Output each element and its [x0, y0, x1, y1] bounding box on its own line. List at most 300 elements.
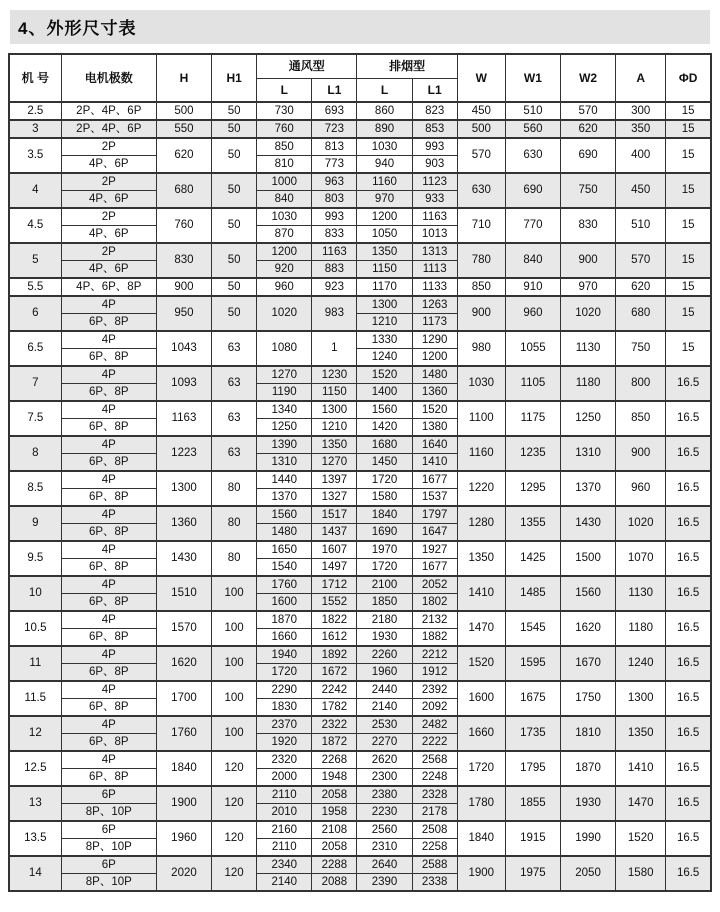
cell-w2: 1810 — [561, 716, 616, 751]
cell-w: 1350 — [457, 541, 505, 576]
table-row — [9, 208, 711, 226]
cell-vent-l: 1540 — [257, 559, 312, 577]
cell-w: 1840 — [457, 821, 505, 856]
cell-vent-l1: 1822 — [312, 611, 357, 629]
table-row — [9, 716, 711, 734]
table-row — [9, 120, 711, 138]
cell-machine-no: 4.5 — [9, 208, 61, 243]
cell-h: 900 — [156, 278, 211, 296]
cell-w: 1410 — [457, 576, 505, 611]
cell-smoke-l: 1170 — [357, 278, 412, 296]
table-row — [9, 506, 711, 524]
cell-smoke-l: 2270 — [357, 734, 412, 752]
cell-phi-d: 16.5 — [666, 541, 711, 576]
cell-smoke-l: 2390 — [357, 874, 412, 892]
cell-a: 1070 — [616, 541, 666, 576]
cell-machine-no: 9.5 — [9, 541, 61, 576]
cell-vent-l: 2140 — [257, 874, 312, 892]
dimension-table-header — [9, 54, 711, 102]
cell-vent-l: 1200 — [257, 243, 312, 261]
cell-motor-poles: 6P、8P — [61, 419, 156, 437]
cell-smoke-l1: 2092 — [412, 699, 457, 717]
cell-smoke-l1: 1537 — [412, 489, 457, 507]
cell-w: 900 — [457, 296, 505, 331]
cell-motor-poles: 6P — [61, 786, 156, 804]
cell-a: 680 — [616, 296, 666, 331]
cell-vent-l: 1270 — [257, 366, 312, 384]
cell-vent-l: 1020 — [257, 296, 312, 331]
cell-vent-l: 1390 — [257, 436, 312, 454]
cell-smoke-l1: 2222 — [412, 734, 457, 752]
cell-vent-l: 2160 — [257, 821, 312, 839]
cell-smoke-l1: 1360 — [412, 384, 457, 402]
cell-h: 1620 — [156, 646, 211, 681]
cell-smoke-l1: 1882 — [412, 629, 457, 647]
cell-vent-l1: 1210 — [312, 419, 357, 437]
cell-machine-no: 10 — [9, 576, 61, 611]
cell-motor-poles: 6P、8P — [61, 524, 156, 542]
table-row — [9, 331, 711, 349]
cell-vent-l: 960 — [257, 278, 312, 296]
cell-w1: 960 — [505, 296, 560, 331]
cell-machine-no: 13.5 — [9, 821, 61, 856]
cell-a: 570 — [616, 243, 666, 278]
cell-a: 960 — [616, 471, 666, 506]
cell-w2: 1670 — [561, 646, 616, 681]
table-row — [9, 243, 711, 261]
cell-smoke-l1: 853 — [412, 120, 457, 138]
cell-machine-no: 14 — [9, 856, 61, 891]
cell-w1: 1175 — [505, 401, 560, 436]
cell-smoke-l1: 1912 — [412, 664, 457, 682]
cell-smoke-l: 1520 — [357, 366, 412, 384]
cell-w1: 560 — [505, 120, 560, 138]
cell-vent-l1: 723 — [312, 120, 357, 138]
cell-vent-l: 1080 — [257, 331, 312, 366]
header-h1: H1 — [212, 54, 257, 102]
cell-h: 2020 — [156, 856, 211, 891]
cell-phi-d: 15 — [666, 138, 711, 173]
cell-vent-l: 1440 — [257, 471, 312, 489]
cell-motor-poles: 2P、4P、6P — [61, 120, 156, 138]
cell-motor-poles: 6P、8P — [61, 734, 156, 752]
cell-h1: 50 — [212, 296, 257, 331]
cell-smoke-l: 1930 — [357, 629, 412, 647]
cell-w: 1600 — [457, 681, 505, 716]
cell-motor-poles: 4P — [61, 296, 156, 314]
cell-h: 1430 — [156, 541, 211, 576]
cell-vent-l: 840 — [257, 191, 312, 209]
cell-smoke-l: 1690 — [357, 524, 412, 542]
cell-w2: 620 — [561, 120, 616, 138]
cell-w: 450 — [457, 102, 505, 120]
cell-smoke-l: 1960 — [357, 664, 412, 682]
table-row — [9, 471, 711, 489]
cell-a: 1130 — [616, 576, 666, 611]
cell-vent-l: 1940 — [257, 646, 312, 664]
cell-h1: 120 — [212, 856, 257, 891]
cell-motor-poles: 4P — [61, 681, 156, 699]
cell-vent-l1: 2322 — [312, 716, 357, 734]
cell-w1: 1105 — [505, 366, 560, 401]
cell-machine-no: 11 — [9, 646, 61, 681]
cell-w2: 1930 — [561, 786, 616, 821]
cell-w1: 770 — [505, 208, 560, 243]
cell-machine-no: 6.5 — [9, 331, 61, 366]
header-smoke-l: L — [357, 79, 412, 103]
cell-vent-l1: 1672 — [312, 664, 357, 682]
header-ventilation-type: 通风型 — [257, 54, 357, 79]
cell-w1: 1595 — [505, 646, 560, 681]
cell-h1: 63 — [212, 436, 257, 471]
section-title: 4、外形尺寸表 — [18, 19, 137, 38]
cell-smoke-l1: 1797 — [412, 506, 457, 524]
header-w: W — [457, 54, 505, 102]
cell-smoke-l: 1330 — [357, 331, 412, 349]
cell-w: 1280 — [457, 506, 505, 541]
cell-h: 830 — [156, 243, 211, 278]
cell-w: 570 — [457, 138, 505, 173]
cell-vent-l1: 1 — [312, 331, 357, 366]
cell-vent-l: 1720 — [257, 664, 312, 682]
cell-w1: 1425 — [505, 541, 560, 576]
cell-w2: 1500 — [561, 541, 616, 576]
cell-w1: 1855 — [505, 786, 560, 821]
cell-vent-l1: 803 — [312, 191, 357, 209]
cell-vent-l1: 1892 — [312, 646, 357, 664]
cell-w2: 1130 — [561, 331, 616, 366]
cell-w2: 1430 — [561, 506, 616, 541]
cell-smoke-l: 1150 — [357, 261, 412, 279]
table-row — [9, 786, 711, 804]
cell-w: 500 — [457, 120, 505, 138]
cell-h1: 120 — [212, 786, 257, 821]
cell-w: 980 — [457, 331, 505, 366]
cell-motor-poles: 4P、6P — [61, 261, 156, 279]
cell-h1: 50 — [212, 278, 257, 296]
header-machine-no: 机 号 — [9, 54, 61, 102]
cell-machine-no: 12.5 — [9, 751, 61, 786]
cell-h1: 50 — [212, 102, 257, 120]
cell-smoke-l: 1160 — [357, 173, 412, 191]
cell-h: 1960 — [156, 821, 211, 856]
cell-vent-l: 2010 — [257, 804, 312, 822]
table-row — [9, 296, 711, 314]
header-w2: W2 — [561, 54, 616, 102]
cell-smoke-l: 860 — [357, 102, 412, 120]
cell-smoke-l: 1970 — [357, 541, 412, 559]
cell-vent-l1: 1270 — [312, 454, 357, 472]
cell-vent-l1: 813 — [312, 138, 357, 156]
cell-vent-l1: 2288 — [312, 856, 357, 874]
cell-w2: 1370 — [561, 471, 616, 506]
cell-motor-poles: 6P、8P — [61, 489, 156, 507]
cell-smoke-l: 970 — [357, 191, 412, 209]
cell-h1: 50 — [212, 243, 257, 278]
cell-motor-poles: 4P — [61, 436, 156, 454]
cell-vent-l: 730 — [257, 102, 312, 120]
cell-vent-l1: 883 — [312, 261, 357, 279]
cell-h1: 120 — [212, 751, 257, 786]
cell-vent-l: 1190 — [257, 384, 312, 402]
cell-h: 1300 — [156, 471, 211, 506]
cell-vent-l: 1600 — [257, 594, 312, 612]
cell-smoke-l: 2100 — [357, 576, 412, 594]
cell-motor-poles: 8P、10P — [61, 874, 156, 892]
cell-smoke-l: 1850 — [357, 594, 412, 612]
cell-vent-l: 2290 — [257, 681, 312, 699]
cell-vent-l: 870 — [257, 226, 312, 244]
cell-motor-poles: 4P、6P — [61, 191, 156, 209]
header-smoke-type: 排烟型 — [357, 54, 457, 79]
cell-machine-no: 5 — [9, 243, 61, 278]
cell-vent-l: 760 — [257, 120, 312, 138]
cell-smoke-l1: 1647 — [412, 524, 457, 542]
cell-motor-poles: 6P、8P — [61, 454, 156, 472]
cell-motor-poles: 6P、8P — [61, 559, 156, 577]
cell-machine-no: 13 — [9, 786, 61, 821]
cell-vent-l: 1660 — [257, 629, 312, 647]
cell-h1: 80 — [212, 541, 257, 576]
cell-smoke-l: 1200 — [357, 208, 412, 226]
cell-smoke-l1: 1163 — [412, 208, 457, 226]
cell-vent-l1: 1300 — [312, 401, 357, 419]
cell-smoke-l: 2530 — [357, 716, 412, 734]
cell-motor-poles: 6P、8P — [61, 769, 156, 787]
cell-w1: 1975 — [505, 856, 560, 891]
cell-w1: 1055 — [505, 331, 560, 366]
cell-h1: 120 — [212, 821, 257, 856]
cell-motor-poles: 2P、4P、6P — [61, 102, 156, 120]
cell-h: 950 — [156, 296, 211, 331]
cell-w1: 1485 — [505, 576, 560, 611]
cell-motor-poles: 6P、8P — [61, 664, 156, 682]
cell-h: 620 — [156, 138, 211, 173]
cell-motor-poles: 4P、6P、8P — [61, 278, 156, 296]
cell-w: 1780 — [457, 786, 505, 821]
table-row — [9, 173, 711, 191]
cell-h1: 50 — [212, 208, 257, 243]
cell-vent-l1: 1948 — [312, 769, 357, 787]
cell-phi-d: 16.5 — [666, 401, 711, 436]
cell-a: 1520 — [616, 821, 666, 856]
cell-h1: 50 — [212, 138, 257, 173]
header-motor-poles: 电机极数 — [61, 54, 156, 102]
cell-h: 550 — [156, 120, 211, 138]
cell-motor-poles: 2P — [61, 243, 156, 261]
table-row — [9, 401, 711, 419]
cell-motor-poles: 6P、8P — [61, 349, 156, 367]
cell-smoke-l: 2230 — [357, 804, 412, 822]
cell-vent-l: 1650 — [257, 541, 312, 559]
cell-vent-l: 2000 — [257, 769, 312, 787]
cell-h1: 80 — [212, 471, 257, 506]
cell-vent-l1: 923 — [312, 278, 357, 296]
cell-w2: 1620 — [561, 611, 616, 646]
cell-smoke-l: 1450 — [357, 454, 412, 472]
cell-smoke-l1: 2178 — [412, 804, 457, 822]
cell-smoke-l1: 1013 — [412, 226, 457, 244]
cell-machine-no: 11.5 — [9, 681, 61, 716]
cell-smoke-l1: 1677 — [412, 471, 457, 489]
cell-smoke-l1: 933 — [412, 191, 457, 209]
cell-a: 300 — [616, 102, 666, 120]
cell-machine-no: 8.5 — [9, 471, 61, 506]
cell-phi-d: 16.5 — [666, 576, 711, 611]
cell-motor-poles: 2P — [61, 138, 156, 156]
cell-smoke-l1: 1802 — [412, 594, 457, 612]
cell-vent-l: 1920 — [257, 734, 312, 752]
cell-a: 1470 — [616, 786, 666, 821]
cell-machine-no: 4 — [9, 173, 61, 208]
cell-smoke-l: 2310 — [357, 839, 412, 857]
table-row — [9, 751, 711, 769]
cell-smoke-l: 2620 — [357, 751, 412, 769]
cell-motor-poles: 6P — [61, 856, 156, 874]
cell-smoke-l1: 1173 — [412, 314, 457, 332]
table-row — [9, 611, 711, 629]
cell-h: 1360 — [156, 506, 211, 541]
cell-vent-l: 1250 — [257, 419, 312, 437]
cell-motor-poles: 2P — [61, 208, 156, 226]
cell-w: 1660 — [457, 716, 505, 751]
cell-vent-l1: 773 — [312, 156, 357, 174]
cell-vent-l1: 1437 — [312, 524, 357, 542]
cell-phi-d: 16.5 — [666, 506, 711, 541]
cell-smoke-l: 1030 — [357, 138, 412, 156]
cell-smoke-l1: 823 — [412, 102, 457, 120]
cell-a: 1300 — [616, 681, 666, 716]
cell-vent-l: 810 — [257, 156, 312, 174]
cell-phi-d: 15 — [666, 208, 711, 243]
cell-motor-poles: 4P — [61, 506, 156, 524]
table-row — [9, 366, 711, 384]
cell-smoke-l1: 2258 — [412, 839, 457, 857]
cell-vent-l1: 1497 — [312, 559, 357, 577]
cell-vent-l: 2320 — [257, 751, 312, 769]
cell-a: 620 — [616, 278, 666, 296]
cell-vent-l: 1370 — [257, 489, 312, 507]
cell-smoke-l: 2380 — [357, 786, 412, 804]
cell-w1: 1795 — [505, 751, 560, 786]
table-row — [9, 576, 711, 594]
cell-w: 1470 — [457, 611, 505, 646]
cell-vent-l: 1830 — [257, 699, 312, 717]
cell-a: 1180 — [616, 611, 666, 646]
cell-motor-poles: 6P、8P — [61, 384, 156, 402]
cell-a: 350 — [616, 120, 666, 138]
table-row — [9, 436, 711, 454]
cell-w1: 1735 — [505, 716, 560, 751]
cell-h1: 100 — [212, 716, 257, 751]
cell-w1: 1915 — [505, 821, 560, 856]
cell-motor-poles: 4P — [61, 751, 156, 769]
section-title-band — [10, 10, 710, 44]
cell-phi-d: 16.5 — [666, 716, 711, 751]
cell-vent-l: 920 — [257, 261, 312, 279]
cell-h1: 50 — [212, 173, 257, 208]
cell-h1: 100 — [212, 646, 257, 681]
cell-smoke-l1: 903 — [412, 156, 457, 174]
cell-w2: 1180 — [561, 366, 616, 401]
cell-smoke-l1: 1480 — [412, 366, 457, 384]
cell-smoke-l1: 2482 — [412, 716, 457, 734]
cell-phi-d: 16.5 — [666, 786, 711, 821]
cell-vent-l1: 2058 — [312, 786, 357, 804]
cell-motor-poles: 4P — [61, 401, 156, 419]
cell-w1: 690 — [505, 173, 560, 208]
cell-smoke-l1: 2212 — [412, 646, 457, 664]
cell-machine-no: 8 — [9, 436, 61, 471]
cell-vent-l1: 2268 — [312, 751, 357, 769]
cell-vent-l: 1000 — [257, 173, 312, 191]
header-w1: W1 — [505, 54, 560, 102]
cell-smoke-l: 940 — [357, 156, 412, 174]
cell-h1: 100 — [212, 611, 257, 646]
cell-h: 1700 — [156, 681, 211, 716]
cell-machine-no: 10.5 — [9, 611, 61, 646]
cell-vent-l: 2110 — [257, 786, 312, 804]
cell-h: 680 — [156, 173, 211, 208]
cell-phi-d: 15 — [666, 243, 711, 278]
cell-motor-poles: 6P、8P — [61, 314, 156, 332]
cell-smoke-l: 2260 — [357, 646, 412, 664]
cell-w: 1720 — [457, 751, 505, 786]
cell-w: 630 — [457, 173, 505, 208]
cell-w2: 1990 — [561, 821, 616, 856]
cell-w1: 840 — [505, 243, 560, 278]
cell-a: 400 — [616, 138, 666, 173]
cell-smoke-l: 1720 — [357, 559, 412, 577]
cell-phi-d: 15 — [666, 296, 711, 331]
cell-smoke-l: 1050 — [357, 226, 412, 244]
cell-h1: 50 — [212, 120, 257, 138]
cell-machine-no: 3 — [9, 120, 61, 138]
cell-h: 1163 — [156, 401, 211, 436]
cell-vent-l1: 2088 — [312, 874, 357, 892]
cell-smoke-l1: 2248 — [412, 769, 457, 787]
cell-w2: 1750 — [561, 681, 616, 716]
table-row — [9, 681, 711, 699]
cell-vent-l1: 1552 — [312, 594, 357, 612]
cell-w2: 2050 — [561, 856, 616, 891]
cell-vent-l1: 1612 — [312, 629, 357, 647]
cell-vent-l1: 993 — [312, 208, 357, 226]
cell-motor-poles: 4P — [61, 331, 156, 349]
cell-smoke-l1: 1380 — [412, 419, 457, 437]
table-row — [9, 138, 711, 156]
cell-vent-l1: 1397 — [312, 471, 357, 489]
cell-smoke-l: 1210 — [357, 314, 412, 332]
cell-w1: 910 — [505, 278, 560, 296]
cell-smoke-l1: 2508 — [412, 821, 457, 839]
cell-motor-poles: 4P — [61, 646, 156, 664]
cell-smoke-l: 1420 — [357, 419, 412, 437]
cell-w2: 1560 — [561, 576, 616, 611]
cell-a: 800 — [616, 366, 666, 401]
cell-w2: 690 — [561, 138, 616, 173]
cell-a: 510 — [616, 208, 666, 243]
cell-smoke-l1: 1200 — [412, 349, 457, 367]
cell-phi-d: 16.5 — [666, 611, 711, 646]
cell-phi-d: 16.5 — [666, 681, 711, 716]
cell-motor-poles: 2P — [61, 173, 156, 191]
cell-smoke-l: 2180 — [357, 611, 412, 629]
cell-phi-d: 16.5 — [666, 751, 711, 786]
cell-smoke-l1: 1290 — [412, 331, 457, 349]
cell-h1: 63 — [212, 331, 257, 366]
cell-h1: 100 — [212, 576, 257, 611]
